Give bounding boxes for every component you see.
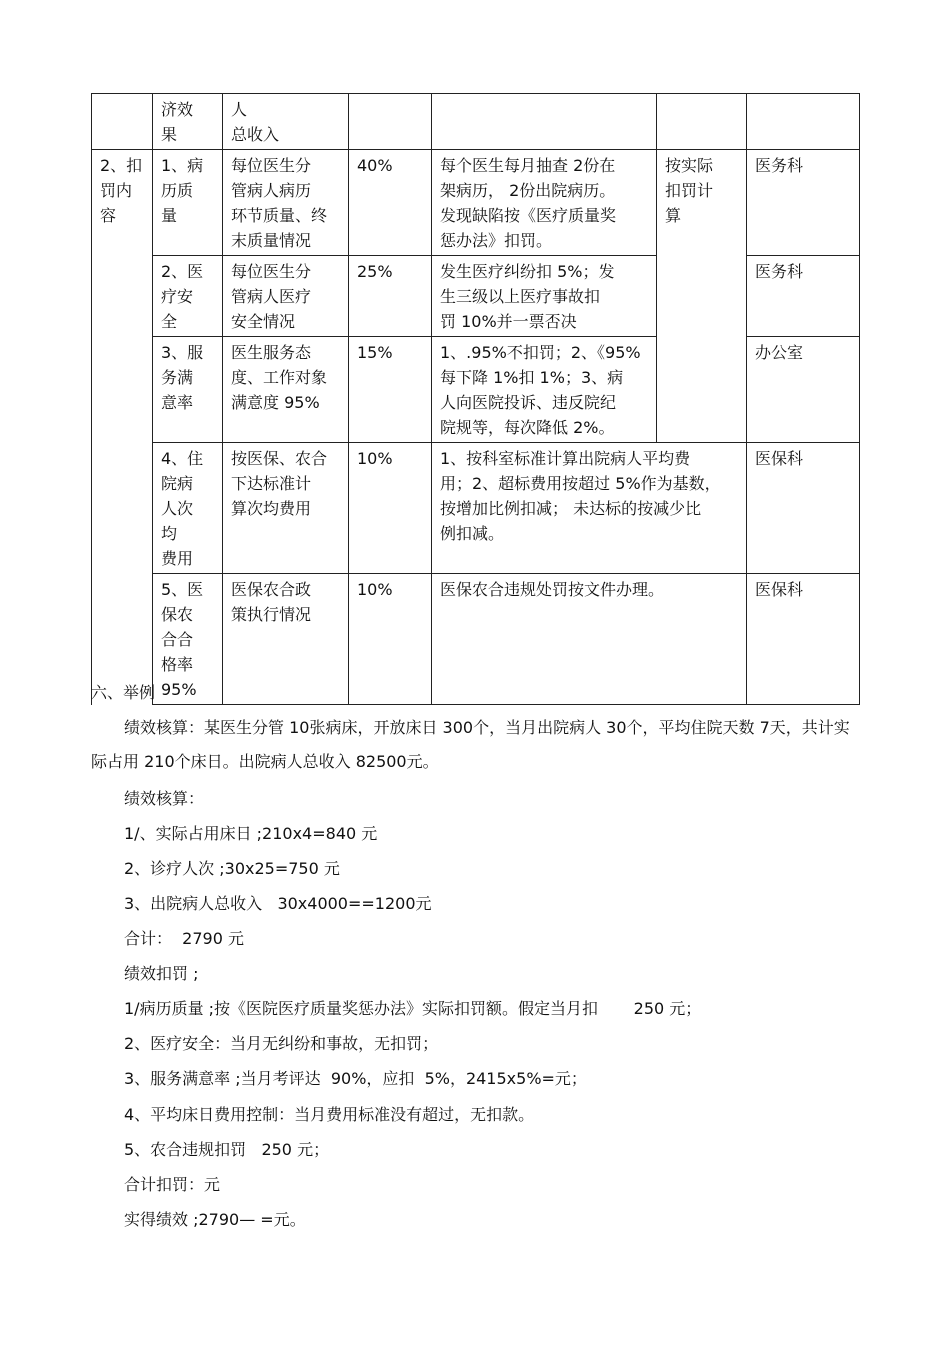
- table-row: [92, 443, 860, 574]
- table-cell: [432, 94, 657, 150]
- item-cell: 4、住 院病 人次 均 费用: [153, 443, 223, 574]
- text-line: 1/、实际占用床日 ;210x4=840 元: [124, 824, 378, 843]
- table-row: [92, 150, 860, 256]
- table-cell: [747, 94, 860, 150]
- section-title: 六、举例: [91, 683, 156, 702]
- desc-cell: 按医保、农合 下达标准计 算次均费用: [223, 443, 349, 574]
- table-row: [92, 574, 860, 705]
- table-row: [92, 94, 860, 150]
- desc-cell: 医保农合政 策执行情况: [223, 574, 349, 705]
- text-line: 实得绩效 ;2790— =元。: [124, 1210, 306, 1229]
- item-cell: 2、医 疗安 全: [153, 256, 223, 337]
- weight-cell: 25%: [349, 256, 432, 337]
- table-cell: [349, 94, 432, 150]
- item-cell: 5、医 保农 合合 格率 95%: [153, 574, 223, 705]
- item-cell: 3、服 务满 意率: [153, 337, 223, 443]
- weight-cell: 10%: [349, 574, 432, 705]
- rule-cell: 医保农合违规处罚按文件办理。: [432, 574, 747, 705]
- rule-cell: 每个医生每月抽查 2份在 架病历， 2份出院病历。 发现缺陷按《医疗质量奖 惩办法》扣罚。: [432, 150, 657, 256]
- desc-cell: 每位医生分 管病人医疗 安全情况: [223, 256, 349, 337]
- text-line: 2、诊疗人次 ;30x25=750 元: [124, 859, 340, 878]
- example-paragraph: 绩效核算：某医生分管 10张病床，开放床日 300个，当月出院病人 30个，平均住院天数 7天，共计实际占用 210个床日。出院病人总收入 82500元。: [91, 718, 850, 771]
- text-line: 3、出院病人总收入 30x4000==1200元: [124, 894, 432, 913]
- weight-cell: 40%: [349, 150, 432, 256]
- item-cell: 1、病 历质 量: [153, 150, 223, 256]
- dept-cell: 医务科: [747, 150, 860, 256]
- text-line: 绩效核算：: [124, 789, 205, 808]
- dept-cell: 办公室: [747, 337, 860, 443]
- weight-cell: 15%: [349, 337, 432, 443]
- desc-cell: 医生服务态 度、工作对象 满意度 95%: [223, 337, 349, 443]
- text-line: 1/病历质量 ;按《医院医疗质量奖惩办法》实际扣罚额。假定当月扣 250 元；: [124, 999, 702, 1018]
- table-cell: [657, 94, 747, 150]
- dept-cell: 医务科: [747, 256, 860, 337]
- group-label-cell: 2、扣 罚内 容: [92, 150, 153, 705]
- text-line: 2、医疗安全：当月无纠纷和事故，无扣罚；: [124, 1034, 439, 1053]
- table-cell: 济效 果: [153, 94, 223, 150]
- text-line: 合计扣罚：元: [124, 1175, 221, 1194]
- rule-cell: 1、按科室标准计算出院病人平均费 用；2、超标费用按超过 5%作为基数， 按增加比例扣减； 未达标的按减少比 例扣减。: [432, 443, 747, 574]
- text-line: 5、农合违规扣罚 250 元；: [124, 1140, 330, 1159]
- weight-cell: 10%: [349, 443, 432, 574]
- text-line: 3、服务满意率 ;当月考评达 90%，应扣 5%，2415x5%=元；: [124, 1069, 587, 1088]
- table-cell: 人 总收入: [223, 94, 349, 150]
- method-cell: 按实际 扣罚计 算: [657, 150, 747, 443]
- rule-cell: 发生医疗纠纷扣 5%；发 生三级以上医疗事故扣 罚 10%并一票否决: [432, 256, 657, 337]
- text-line: 合计： 2790 元: [124, 929, 244, 948]
- text-line: 4、平均床日费用控制：当月费用标准没有超过，无扣款。: [124, 1105, 535, 1124]
- table-cell: [92, 94, 153, 150]
- rule-cell: 1、.95%不扣罚；2、《95% 每下降 1%扣 1%；3、病 人向医院投诉、违反院纪 院规等，每次降低 2%。: [432, 337, 657, 443]
- text-line: 绩效扣罚 ;: [124, 964, 199, 983]
- rules-table: [91, 93, 860, 705]
- dept-cell: 医保科: [747, 443, 860, 574]
- desc-cell: 每位医生分 管病人病历 环节质量、终 末质量情况: [223, 150, 349, 256]
- dept-cell: 医保科: [747, 574, 860, 705]
